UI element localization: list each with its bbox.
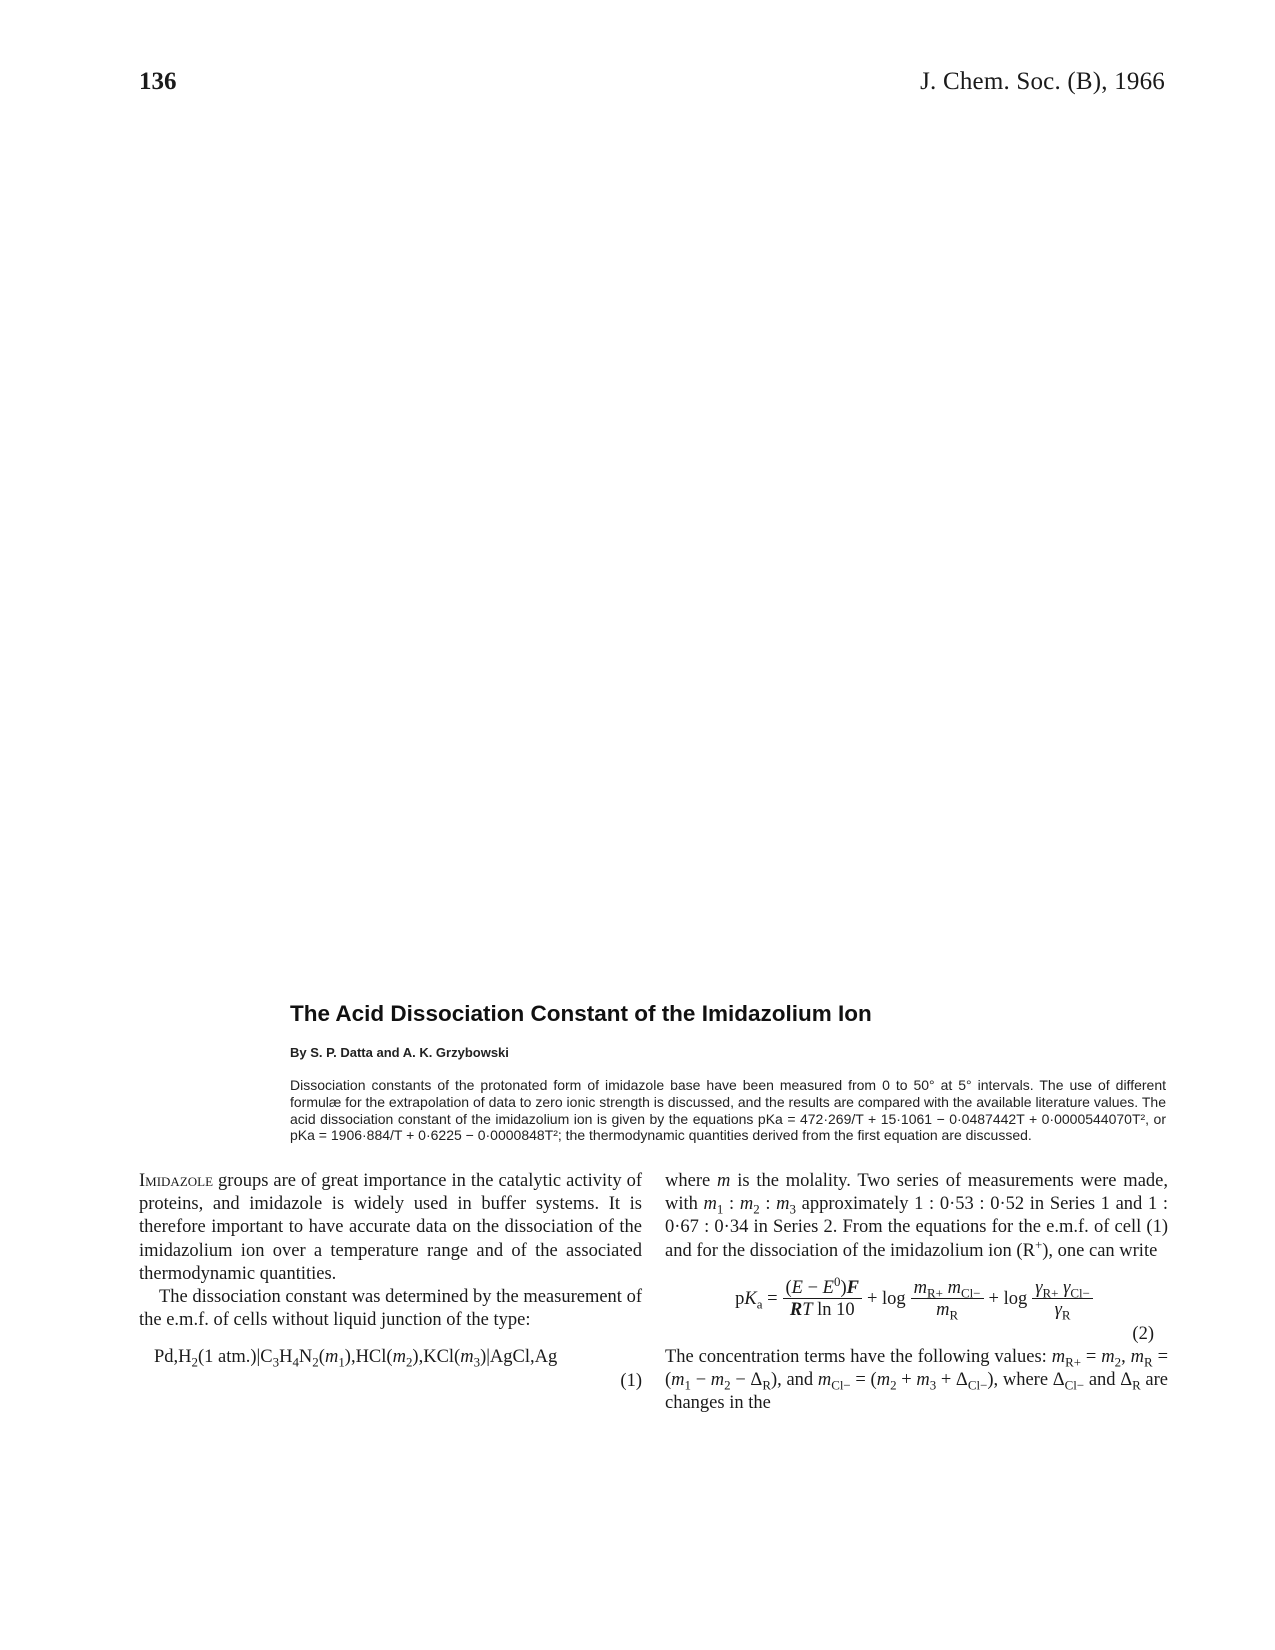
article-title: The Acid Dissociation Constant of the Imidazolium Ion: [290, 1001, 872, 1026]
equation-number-1: (1): [620, 1370, 642, 1391]
intro-text: groups are of great importance in the catalytic activity of proteins, and imidazole is widely used in buffer systems. It is therefore important to have accurate data on the dissociation of the imidazolium ion over a temperature range and of the associated thermodynamic quantities.: [139, 1171, 642, 1284]
equation-cell: $Pd,H_2(1$ $atm.)|C_3H_4N_2(m_1),HCl(m_2),KCl(m_3)|AgCl,Ag$: [154, 1347, 558, 1371]
fraction-activity: $\frac{\gamma_{R+} \gamma_{Cl-}}{\gamma_R}$: [1032, 1278, 1093, 1321]
page-number: 136: [139, 68, 177, 95]
fraction-molality: $\frac{m_{R+} m_{Cl-}}{m_R}$: [911, 1278, 984, 1321]
equation-number-2: (2): [1132, 1323, 1154, 1344]
paragraph-molality: where m is the molality. Two series of measurements were made, with $m_1$ : $m_2$ : $m_3$ approximately 1 : 0·53 : 0·52 in Series 1 and 1 : 0·67 : 0·34 in Series 2. From the equations for the e.m.f. of cell (1) and for the dissociation of the imidazolium ion (R+), one can write: [665, 1171, 1168, 1261]
paragraph-method: The dissociation constant was determined by the measurement of the e.m.f. of cells without liquid junction of the type:: [139, 1287, 642, 1331]
article-authors: By S. P. Datta and A. K. Grzybowski: [290, 1045, 509, 1060]
body-column-left: [139, 1170, 642, 1393]
article-abstract: Dissociation constants of the protonated form of imidazole base have been measured from 0 to 50° at 5° intervals. The use of different formulæ for the extrapolation of data to zero ionic strength is discussed, and the results are compared with the available literature values. The acid dissociation constant of the imidazolium ion is given by the equations pKa = 472·269/T + 15·1061 − 0·0487442T + 0·0000544070T², or pKa = 1906·884/T + 0·6225 − 0·0000848T²; the thermodynamic quantities derived from the first equation are discussed.: [290, 1077, 1166, 1144]
paragraph-concentration: The concentration terms have the following values: $m_{R+} = m_2$, $m_R = (m_1 - m_2 - \Delta_R)$, and $m_{Cl-} = (m_2 + m_3 + \Delta_{Cl-})$, where $\Delta_{Cl-}$ and $\Delta_R$ are changes in the: [665, 1347, 1169, 1414]
lead-word: Imidazole: [139, 1171, 214, 1191]
body-column-right: [665, 1170, 1168, 1416]
equation-pka: $pK_a$ = $\frac{(E - E^0)F}{\text{RT ln 10}}$ + log $\frac{m_{R+} m_{Cl-}}{m_R}$ + log $\frac{\gamma_{R+} \gamma_{Cl-}}{\gamma_R}$: [665, 1271, 1168, 1329]
journal-citation: J. Chem. Soc. (B), 1966: [920, 68, 1165, 95]
paragraph-intro: [139, 1170, 642, 1286]
fraction-emf: $\frac{(E - E^0)F}{\text{RT ln 10}}$: [783, 1278, 862, 1321]
